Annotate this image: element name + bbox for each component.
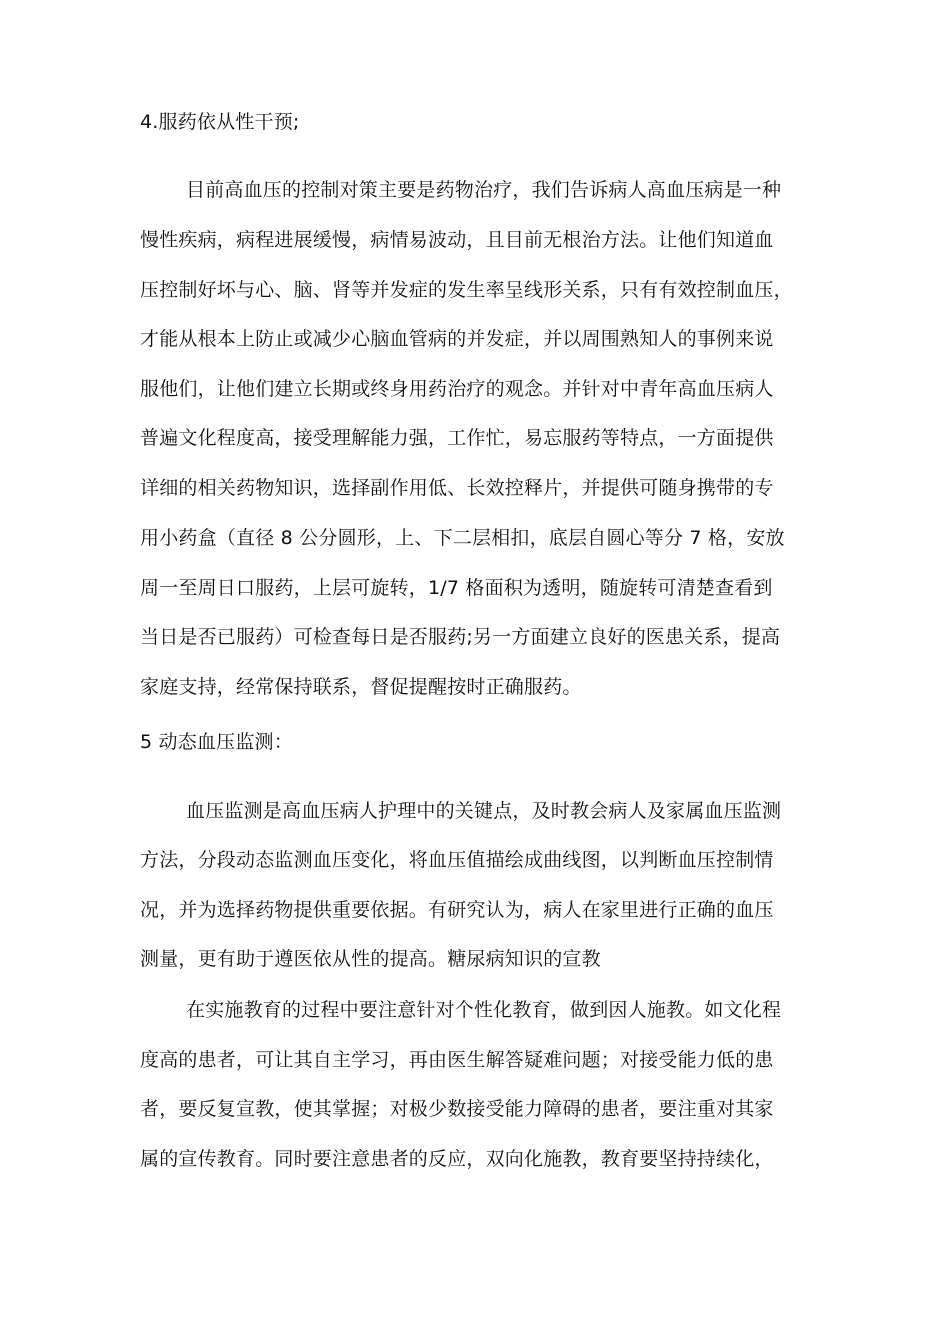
paragraph-line: 普遍文化程度高，接受理解能力强，工作忙，易忘服药等特点，一方面提供	[140, 427, 774, 449]
heading-medication-adherence: 4.服药依从性干预;	[140, 111, 300, 133]
paragraph-line: 血压监测是高血压病人护理中的关键点，及时教会病人及家属血压监测	[186, 800, 782, 822]
paragraph-line: 目前高血压的控制对策主要是药物治疗，我们告诉病人高血压病是一种	[186, 179, 782, 201]
heading-bp-monitoring: 5 动态血压监测：	[140, 731, 293, 753]
paragraph-line: 在实施教育的过程中要注意针对个性化教育，做到因人施教。如文化程	[186, 999, 782, 1021]
paragraph-line: 服他们，让他们建立长期或终身用药治疗的观念。并针对中青年高血压病人	[140, 378, 774, 400]
paragraph-line: 方法，分段动态监测血压变化，将血压值描绘成曲线图，以判断血压控制情	[140, 849, 774, 871]
paragraph-line: 详细的相关药物知识，选择副作用低、长效控释片，并提供可随身携带的专	[140, 477, 774, 499]
paragraph-line: 慢性疾病，病程进展缓慢，病情易波动，且目前无根治方法。让他们知道血	[140, 229, 774, 251]
paragraph-line: 周一至周日口服药，上层可旋转，1/7 格面积为透明，随旋转可清楚查看到	[140, 577, 773, 599]
paragraph-line: 测量，更有助于遵医依从性的提高。糖尿病知识的宣教	[140, 948, 601, 970]
paragraph-line: 家庭支持，经常保持联系，督促提醒按时正确服药。	[140, 676, 582, 698]
paragraph-line: 当日是否已服药）可检查每日是否服药;另一方面建立良好的医患关系，提高	[140, 626, 781, 648]
paragraph-line: 况，并为选择药物提供重要依据。有研究认为，病人在家里进行正确的血压	[140, 899, 774, 921]
paragraph-line: 用小药盒（直径 8 公分圆形，上、下二层相扣，底层自圆心等分 7 格，安放	[140, 527, 785, 549]
paragraph-line: 属的宣传教育。同时要注意患者的反应，双向化施教，教育要坚持持续化，	[140, 1148, 774, 1170]
paragraph-line: 压控制好坏与心、脑、肾等并发症的发生率呈线形关系，只有有效控制血压，	[140, 279, 793, 301]
paragraph-line: 才能从根本上防止或减少心脑血管病的并发症，并以周围熟知人的事例来说	[140, 328, 774, 350]
paragraph-line: 度高的患者，可让其自主学习，再由医生解答疑难问题；对接受能力低的患	[140, 1049, 774, 1071]
paragraph-line: 者，要反复宣教，使其掌握；对极少数接受能力障碍的患者，要注重对其家	[140, 1098, 774, 1120]
